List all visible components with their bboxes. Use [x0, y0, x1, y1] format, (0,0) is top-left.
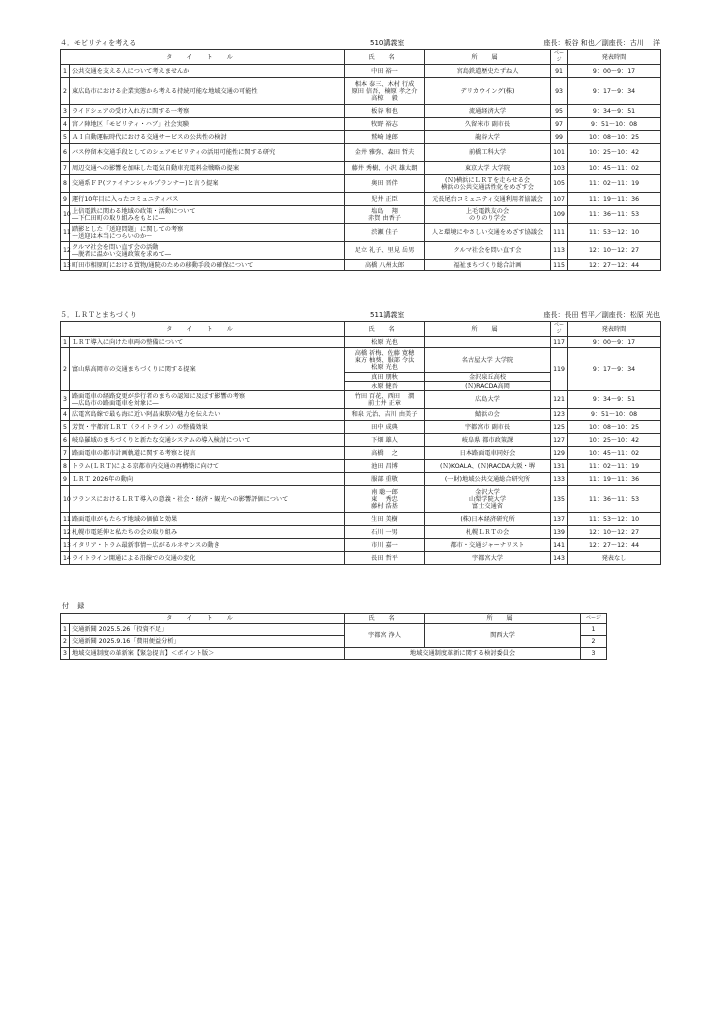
author-name: 藤井 秀樹、小沢 雄太朗 — [351, 164, 418, 172]
row-number: 13 — [61, 539, 70, 552]
row-names — [345, 131, 425, 144]
author-name: 原田 信吾、楠原 孝之介 — [351, 87, 418, 95]
col-time-header: 発表時間 — [568, 322, 661, 337]
row-names — [345, 526, 425, 539]
author-name: 高橋 八州太郎 — [364, 261, 405, 269]
table-row — [61, 447, 661, 460]
row-number: 10 — [61, 486, 70, 513]
affil-line: クルマ社会を問い直す会 — [453, 247, 522, 255]
row-number: 5 — [61, 421, 70, 434]
row-number: 4 — [61, 409, 70, 421]
author-name: 高椋 毅 — [371, 95, 398, 102]
row-affil — [425, 118, 551, 131]
row-affil — [425, 260, 551, 271]
row-affil — [425, 526, 551, 539]
section4-title: ４．モビリティを考える — [60, 39, 137, 47]
affil-line: 都市・交通ジャーナリスト — [450, 541, 525, 549]
row-number: 12 — [61, 242, 70, 260]
row-number: 6 — [61, 434, 70, 447]
affil-line: 宇都宮市 副市長 — [464, 423, 511, 431]
row-names — [345, 421, 425, 434]
affil-line: 広島大学 — [475, 396, 500, 404]
table-row — [61, 206, 661, 224]
author-name: 高橋 之 — [371, 449, 398, 457]
row-names — [345, 162, 425, 175]
row-page: 107 — [551, 193, 568, 206]
affil-line: 富士交通省 — [472, 503, 503, 510]
row-page: 1 — [581, 624, 607, 636]
row-title: 交通新聞 2025.5.26「投資不足」 — [70, 624, 345, 636]
row-names — [345, 460, 425, 473]
row-page: 143 — [551, 552, 568, 565]
affil-line: 鯖浜の会 — [475, 411, 500, 419]
row-time: 10：08～10：25 — [568, 131, 661, 144]
row-page: 109 — [551, 206, 568, 224]
row-title: 路面電車の都市計画軌道に関する考察と提言 — [70, 447, 345, 460]
row-affil — [425, 193, 551, 206]
row-names: 松原 光也 — [345, 337, 425, 348]
row-number: 1 — [61, 337, 70, 348]
affil-line: 龍谷大学 — [475, 133, 500, 141]
row-affil — [425, 242, 551, 260]
row-page: 131 — [551, 460, 568, 473]
row-affil — [425, 539, 551, 552]
col-title-header: タ イ ト ル — [61, 50, 345, 65]
row-names — [345, 144, 425, 162]
row-names — [345, 175, 425, 193]
table-row — [61, 460, 661, 473]
row-page: 133 — [551, 473, 568, 486]
row-time: 9：00～9：17 — [568, 65, 661, 78]
row-page: 103 — [551, 162, 568, 175]
table-row — [61, 131, 661, 144]
row-title: ＬＲＴ導入に向けた車両の整備について — [70, 337, 345, 348]
row-names — [345, 539, 425, 552]
row-number: 2 — [61, 348, 70, 391]
section5-table — [60, 321, 661, 565]
row-time: 10：25～10：42 — [568, 434, 661, 447]
table-row — [61, 65, 661, 78]
author-name: 東方 柚葵、服部 令汰 — [354, 356, 415, 364]
row-time: 11：02～11：19 — [568, 460, 661, 473]
row-page: 119 — [551, 348, 568, 391]
row-number: 7 — [61, 447, 70, 460]
row-title: 東広島市における企業実態から考える持続可能な地域交通の可能性 — [70, 78, 345, 105]
affil-line: (Ｎ)横浜にＬＲＴを走らせる会 — [444, 176, 531, 184]
row-page: 97 — [551, 118, 568, 131]
row-number: 5 — [61, 131, 70, 144]
table-row — [61, 486, 661, 513]
row-title: 路面電車の経路変更が歩行者のまちの認知に及ぼす影響の考察 ―広島市の路面電車を対象に― — [70, 391, 345, 409]
author-name: 田中 成典 — [371, 423, 398, 431]
row-number: 2 — [61, 636, 70, 648]
section4-chairs: 座長：板谷 和也／副座長：古川 洋 — [543, 39, 660, 47]
author-name: 渋瀬 佳子 — [371, 229, 398, 237]
row-affil — [425, 105, 551, 118]
row-time: 9：17～9：34 — [568, 348, 661, 391]
row-time: 12：10～12：27 — [568, 242, 661, 260]
row-time: 11：53～12：10 — [568, 513, 661, 526]
row-page: 123 — [551, 409, 568, 421]
row-number: 1 — [61, 624, 70, 636]
row-title: バス停留本交通手段としてのシェアモビリティの活用可能性に関する研究 — [70, 144, 345, 162]
section5-chairs: 座長：長田 哲平／副座長：松原 光也 — [543, 311, 660, 319]
row-title: トラム(ＬＲＴ)による京都市内交通の再構築に向けて — [70, 460, 345, 473]
row-title: 芳賀・宇都宮ＬＲＴ（ライトライン）の整備効果 — [70, 421, 345, 434]
row-number: 1 — [61, 65, 70, 78]
table-row — [61, 348, 661, 373]
row-affil — [425, 206, 551, 224]
row-names: 宇都宮 浄人 — [345, 624, 425, 648]
affil-line: (株)日本経済研究所 — [460, 515, 515, 523]
author-name: 松原 光也 — [371, 364, 398, 371]
affil-line: 流通経済大学 — [468, 107, 507, 115]
author-name: 鷲崎 達郎 — [371, 133, 398, 141]
author-name: 足立 礼子、里見 岳男 — [354, 247, 415, 255]
col-time-header: 発表時間 — [568, 50, 661, 65]
row-title: 広電宮島線で最も海に近い阿品東駅の魅力を伝えたい — [70, 409, 345, 421]
row-time: 11：53～12：10 — [568, 224, 661, 242]
col-affil-header: 所 属 — [425, 322, 551, 337]
row-number: 11 — [61, 224, 70, 242]
author-name: 東 秀忠 — [371, 495, 398, 503]
row-names — [345, 193, 425, 206]
row-time: 10：25～10：42 — [568, 144, 661, 162]
row-time: 11：36～11：53 — [568, 206, 661, 224]
row-affil — [425, 78, 551, 105]
row-page: 125 — [551, 421, 568, 434]
author-name: 真田 朋秋 — [345, 373, 425, 382]
row-affil — [425, 473, 551, 486]
affil-line: 岐阜県 都市政策課 — [461, 436, 514, 444]
author-name: 下畑 雄人 — [371, 436, 398, 444]
row-affil — [425, 175, 551, 193]
affil-line: のりのり学会 — [468, 214, 507, 222]
row-affil — [425, 337, 551, 348]
row-page: 115 — [551, 260, 568, 271]
row-page: 105 — [551, 175, 568, 193]
row-number: 2 — [61, 78, 70, 105]
row-names — [345, 105, 425, 118]
row-affil — [425, 421, 551, 434]
table-row — [61, 105, 661, 118]
table-row — [61, 162, 661, 175]
row-title: 富山県高岡市の交通まちづくりに関する提案 — [70, 348, 345, 391]
row-page: 91 — [551, 65, 568, 78]
affil-line: 横浜の公共交通活性化をめざす会 — [441, 183, 534, 191]
author-name: 児井 正臣 — [371, 195, 398, 203]
row-number: 7 — [61, 162, 70, 175]
author-name: 中田 裕一 — [371, 67, 398, 75]
affil-line: 日本路面電車同好会 — [459, 449, 516, 457]
author-name: 奥田 晋伴 — [371, 180, 398, 188]
table-header-row — [61, 614, 607, 624]
row-time: 11：02～11：19 — [568, 175, 661, 193]
row-number: 13 — [61, 260, 70, 271]
row-title: 踏影とした「送迎問題」に関しての考察 ～送迎は本当につらいのか～ — [70, 224, 345, 242]
table-row — [61, 144, 661, 162]
row-title: 岐阜羅域のまちづくりと新たな交通システムの導入検討について — [70, 434, 345, 447]
affil-line: 上毛電鉄友の会 — [465, 207, 510, 215]
table-row — [61, 624, 607, 636]
table-row — [61, 409, 661, 421]
author-name: 石川 一男 — [371, 528, 398, 536]
affil-line: 札幌ＬＲＴの会 — [465, 528, 510, 536]
table-row — [61, 242, 661, 260]
col-page-header: ページ — [581, 614, 607, 624]
row-time: 9：34～9：51 — [568, 391, 661, 409]
row-names — [345, 118, 425, 131]
row-page: 99 — [551, 131, 568, 144]
table-row — [61, 118, 661, 131]
row-page: 101 — [551, 144, 568, 162]
row-affil — [425, 460, 551, 473]
row-time: 9：17～9：34 — [568, 78, 661, 105]
affil-line: 福祉まちづくり総合計画 — [453, 261, 522, 269]
table-row — [61, 526, 661, 539]
author-name: 南 聡一郎 — [371, 488, 398, 496]
row-number: 9 — [61, 473, 70, 486]
row-page: 95 — [551, 105, 568, 118]
affil-line: 山梨学院大学 — [468, 495, 507, 503]
row-number: 14 — [61, 552, 70, 565]
row-title: 運行10年目に入ったコミュニティバス — [70, 193, 345, 206]
row-number: 9 — [61, 193, 70, 206]
row-number: 8 — [61, 460, 70, 473]
row-affil — [425, 513, 551, 526]
row-title: 交通新聞 2025.9.16「費用便益分析」 — [70, 636, 345, 648]
row-affil-group-a: 名古屋大学 大学院 — [425, 348, 551, 373]
col-name-header: 氏 名 — [345, 50, 425, 65]
affil-line: 元長尾台コミュニティ交通利用者協議会 — [432, 195, 543, 203]
table-header-row — [61, 322, 661, 337]
author-name: 竹田 百花、西田 潤 — [354, 392, 415, 400]
author-name: 生田 美樹 — [371, 515, 398, 523]
row-time: 9：51～10：08 — [568, 409, 661, 421]
row-time: 発表なし — [568, 552, 661, 565]
row-affil — [425, 447, 551, 460]
table-row — [61, 513, 661, 526]
row-names — [345, 409, 425, 421]
row-names — [345, 434, 425, 447]
row-affil-group-b: 金沢泉丘高校 — [425, 373, 551, 382]
row-names — [345, 513, 425, 526]
author-name: 前土井 正章 — [368, 399, 401, 407]
table-row — [61, 224, 661, 242]
row-page: 141 — [551, 539, 568, 552]
author-name: 赤賀 由香子 — [368, 214, 401, 222]
table-row — [61, 421, 661, 434]
row-page: 139 — [551, 526, 568, 539]
row-time: 12：10～12：27 — [568, 526, 661, 539]
col-page-header: ページ — [551, 50, 568, 65]
row-affil — [425, 224, 551, 242]
section5-header — [60, 309, 660, 321]
row-title: 札幌市電延伸と私たちの会の取り組み — [70, 526, 345, 539]
row-committee: 地域交通制度革新に関する検討委員会 — [345, 648, 581, 660]
row-affil-group-c: (Ｎ)RACDA高岡 — [425, 382, 551, 391]
row-title: 地域交通制度の革新案【緊急提言】＜ポイント版＞ — [70, 648, 345, 660]
row-number: 3 — [61, 391, 70, 409]
row-page: 3 — [581, 648, 607, 660]
row-time: 12：27～12：44 — [568, 539, 661, 552]
author-name: 市川 嘉一 — [371, 541, 398, 549]
row-title: ＬＲＴ 2026年の動向 — [70, 473, 345, 486]
table-row — [61, 175, 661, 193]
author-name: 高橋 祈梅、佐藤 寛穂 — [354, 349, 415, 357]
row-names — [345, 78, 425, 105]
col-title-header: タ イ ト ル — [61, 322, 345, 337]
row-names — [345, 224, 425, 242]
row-page: 113 — [551, 242, 568, 260]
table-row — [61, 539, 661, 552]
row-names — [345, 473, 425, 486]
section4-table — [60, 49, 661, 271]
affil-line: 金沢大学 — [475, 488, 500, 496]
table-row — [61, 337, 661, 348]
row-time: 9：51～10：08 — [568, 118, 661, 131]
row-names — [345, 242, 425, 260]
row-page: 137 — [551, 513, 568, 526]
row-number: 3 — [61, 105, 70, 118]
row-page: 117 — [551, 337, 568, 348]
col-affil-header: 所 属 — [425, 614, 581, 624]
table-row — [61, 552, 661, 565]
row-affil — [425, 552, 551, 565]
row-names — [345, 486, 425, 513]
row-title: ＡＩ自動運転時代における交通サービスの公共性の検討 — [70, 131, 345, 144]
affil-line: 前橋工科大学 — [468, 149, 507, 157]
row-title: フランスにおけるＬＲＴ導入の意義・社会・経済・観光への影響評価について — [70, 486, 345, 513]
row-title: 路面電車がもたらす地域の価値と効果 — [70, 513, 345, 526]
row-names — [345, 260, 425, 271]
affil-line: 久留米市 副市長 — [464, 120, 511, 128]
row-time: 11：19～11：36 — [568, 193, 661, 206]
row-time: 11：19～11：36 — [568, 473, 661, 486]
row-affil — [425, 144, 551, 162]
row-number: 3 — [61, 648, 70, 660]
table-row — [61, 391, 661, 409]
affil-line: 宮島鉄道歴史たずね人 — [456, 67, 519, 75]
author-name: 池田 昌博 — [371, 462, 398, 470]
row-time: 9：34～9：51 — [568, 105, 661, 118]
appendix-table — [60, 613, 607, 660]
section5-title: ５．ＬＲＴとまちづくり — [60, 311, 137, 319]
row-title: 周辺交通への影響を加味した電気自動車充電料金戦略の提案 — [70, 162, 345, 175]
col-name-header: 氏 名 — [345, 322, 425, 337]
row-names — [345, 447, 425, 460]
author-name: 牧野 裕志 — [371, 120, 398, 128]
row-affil — [425, 486, 551, 513]
row-page: 121 — [551, 391, 568, 409]
row-number: 8 — [61, 175, 70, 193]
affil-line: 人と環境にやさしい交通をめざす協議会 — [431, 229, 544, 237]
row-affil — [425, 409, 551, 421]
col-affil-header: 所 属 — [425, 50, 551, 65]
table-row — [61, 78, 661, 105]
row-page: 129 — [551, 447, 568, 460]
row-title: 町田市相原町における買物/通院のための移動手段の確保について — [70, 260, 345, 271]
row-title: ライドシェアの受け入れ方に関する一考察 — [70, 105, 345, 118]
affil-line: (Ｎ)KOALA、(Ｎ)RACDA大阪・堺 — [440, 462, 535, 470]
row-page: 93 — [551, 78, 568, 105]
section4-room: 510講義室 — [370, 39, 405, 47]
row-names — [345, 65, 425, 78]
table-row — [61, 648, 607, 660]
row-title: 上信電鉄に関わる地域の政策・活動について ―下仁田町の取り組みをもとに― — [70, 206, 345, 224]
author-name: 藤村 浩基 — [371, 503, 398, 510]
section5-room: 511講義室 — [370, 311, 405, 319]
col-title-header: タ イ ト ル — [61, 614, 345, 624]
table-header-row — [61, 50, 661, 65]
row-number: 11 — [61, 513, 70, 526]
row-time: 9：00～9：17 — [568, 337, 661, 348]
row-names-group-a — [345, 348, 425, 373]
row-page: 127 — [551, 434, 568, 447]
affil-line: 東京大学 大学院 — [464, 164, 511, 172]
row-affil — [425, 131, 551, 144]
row-title: ライトライン開通による沿線での交通の変化 — [70, 552, 345, 565]
row-names — [345, 552, 425, 565]
row-page: 135 — [551, 486, 568, 513]
col-page-header: ページ — [551, 322, 568, 337]
row-title: クルマ社会を問い直す会の活動 ―脱者に温かい交通政策を求めて― — [70, 242, 345, 260]
row-title: 交通系ＦＰ(ファイナンシャルプランナー)と言う提案 — [70, 175, 345, 193]
row-affil: 関西大学 — [425, 624, 581, 648]
row-title: 宮ノ陣地区「モビリティ・ハブ」社会実験 — [70, 118, 345, 131]
author-name: 相本 泰三、木村 行成 — [354, 80, 415, 88]
row-names — [345, 391, 425, 409]
author-name: 塩島 翔 — [371, 207, 398, 215]
row-time: 10：45～11：02 — [568, 162, 661, 175]
row-affil — [425, 162, 551, 175]
author-name: 服部 重敬 — [371, 475, 398, 483]
row-title: イタリア・トラム最新事情～広がるルネサンスの動き — [70, 539, 345, 552]
row-number: 4 — [61, 118, 70, 131]
row-affil — [425, 391, 551, 409]
section4-header — [60, 37, 660, 49]
row-affil — [425, 434, 551, 447]
row-number: 12 — [61, 526, 70, 539]
row-title: 公共交通を支える人について考えませんか — [70, 65, 345, 78]
row-time: 12：27～12：44 — [568, 260, 661, 271]
table-row — [61, 434, 661, 447]
row-time: 10：08～10：25 — [568, 421, 661, 434]
row-affil — [425, 65, 551, 78]
author-name: 板谷 和也 — [371, 107, 398, 115]
affil-line: (一財)地域公共交通総合研究所 — [444, 475, 531, 483]
row-names — [345, 206, 425, 224]
author-name: 長田 哲平 — [371, 554, 398, 562]
row-page: 111 — [551, 224, 568, 242]
affil-line: 宇都宮大学 — [472, 554, 503, 562]
appendix-label: 付 録 — [62, 602, 88, 610]
affil-line: デリカウイング(株) — [460, 87, 515, 95]
row-time: 10：45～11：02 — [568, 447, 661, 460]
author-name: 永原 健吾 — [345, 382, 425, 391]
table-row — [61, 473, 661, 486]
row-page: 2 — [581, 636, 607, 648]
row-time: 11：36～11：53 — [568, 486, 661, 513]
row-number: 6 — [61, 144, 70, 162]
table-row — [61, 193, 661, 206]
author-name: 金井 雅弥、森田 哲夫 — [354, 149, 415, 157]
col-name-header: 氏 名 — [345, 614, 425, 624]
author-name: 和泉 元治、吉川 由美子 — [351, 411, 418, 419]
row-number: 10 — [61, 206, 70, 224]
table-row — [61, 260, 661, 271]
